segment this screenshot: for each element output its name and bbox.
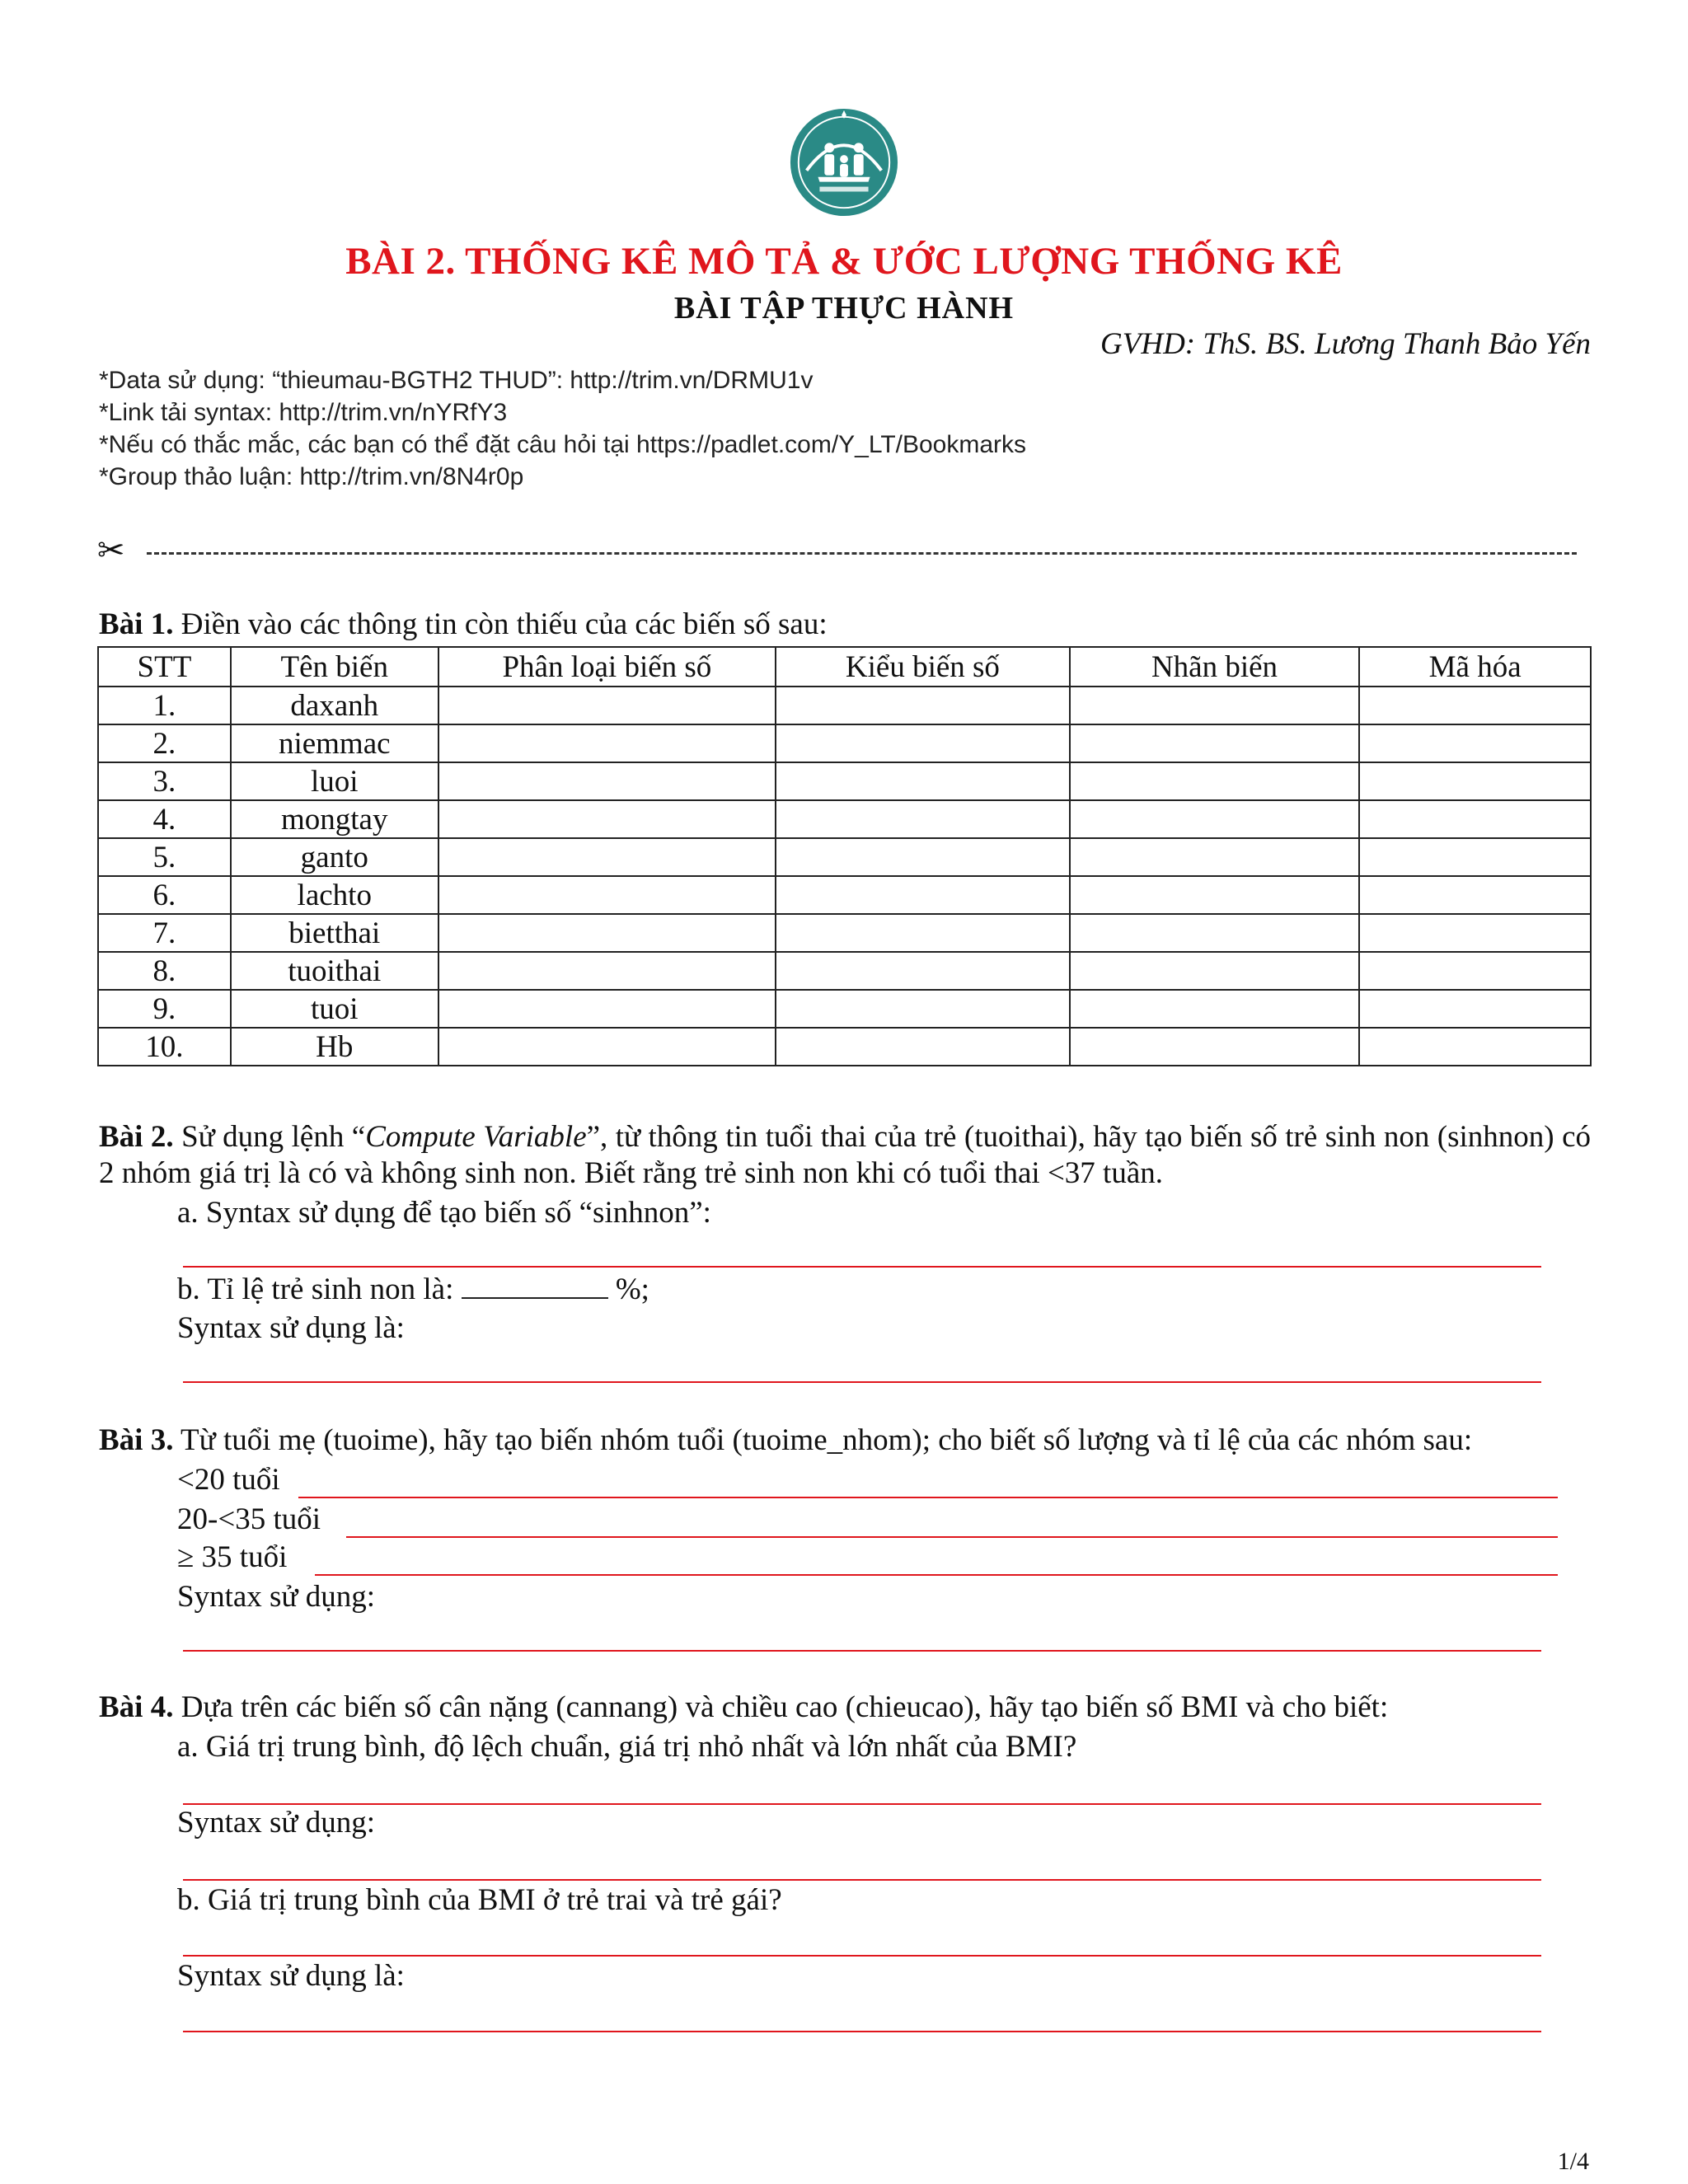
exercise-2-prompt <box>99 1119 1591 1192</box>
table-row <box>98 952 1591 990</box>
variables-table <box>97 646 1592 1066</box>
age-group-3: ≥ 35 tuổi <box>177 1540 288 1574</box>
exercise-4-prompt <box>99 1690 1591 1726</box>
answer-cell[interactable] <box>776 1028 1070 1066</box>
answer-line[interactable] <box>183 1266 1541 1268</box>
answer-cell[interactable] <box>1359 990 1591 1028</box>
answer-line[interactable] <box>315 1574 1558 1576</box>
answer-cell[interactable] <box>1359 1028 1591 1066</box>
answer-cell[interactable] <box>1070 1028 1360 1066</box>
answer-cell[interactable] <box>1359 800 1591 838</box>
variable-name: daxanh <box>231 687 438 724</box>
answer-cell[interactable] <box>438 762 776 800</box>
answer-cell[interactable] <box>1070 990 1360 1028</box>
exercise-2-label: Bài 2. <box>99 1120 174 1154</box>
answer-cell[interactable] <box>438 800 776 838</box>
table-row <box>98 687 1591 724</box>
exercise-4a: a. Giá trị trung bình, độ lệch chuẩn, giá trị nhỏ nhất và lớn nhất của BMI? <box>177 1730 1077 1764</box>
column-header: STT <box>98 647 231 687</box>
table-header-row <box>98 647 1591 687</box>
variable-name: mongtay <box>231 800 438 838</box>
variable-name: bietthai <box>231 914 438 952</box>
exercise-4-label: Bài 4. <box>99 1690 174 1724</box>
dashed-divider <box>147 552 1577 555</box>
exercise-3-label: Bài 3. <box>99 1423 174 1457</box>
exercise-2-text-cont: ”, từ thông tin tuổi thai của trẻ (tuoithai), hãy tạo biến số trẻ sinh non (sinhnon) có 2 nhóm giá trị là có và không sinh non. Biết rằng trẻ sinh non khi có tuổi thai <37 tuần. <box>99 1120 1591 1190</box>
answer-cell[interactable] <box>1359 687 1591 724</box>
answer-cell[interactable] <box>1070 914 1360 952</box>
row-number: 8. <box>98 952 231 990</box>
table-row <box>98 762 1591 800</box>
page-number: 1/4 <box>1557 2148 1589 2175</box>
answer-cell[interactable] <box>776 724 1070 762</box>
row-number: 3. <box>98 762 231 800</box>
exercise-3-prompt <box>99 1422 1591 1459</box>
answer-cell[interactable] <box>776 838 1070 876</box>
answer-line[interactable] <box>183 1955 1541 1957</box>
variable-name: tuoi <box>231 990 438 1028</box>
answer-cell[interactable] <box>1070 952 1360 990</box>
answer-cell[interactable] <box>1359 762 1591 800</box>
answer-cell[interactable] <box>438 914 776 952</box>
answer-line[interactable] <box>346 1536 1558 1538</box>
answer-cell[interactable] <box>776 914 1070 952</box>
notes-block <box>99 364 1026 493</box>
table-row <box>98 990 1591 1028</box>
answer-line[interactable] <box>183 2031 1541 2032</box>
exercise-2a: a. Syntax sử dụng để tạo biến số “sinhnon”: <box>177 1196 711 1230</box>
column-header: Nhãn biến <box>1070 647 1360 687</box>
scissors-icon: ✂ <box>97 532 125 569</box>
exercise-1-label: Bài 1. <box>99 607 174 641</box>
table-row <box>98 1028 1591 1066</box>
note-questions: *Nếu có thắc mắc, các bạn có thể đặt câu hỏi tại https://padlet.com/Y_LT/Bookmarks <box>99 431 1027 458</box>
exercise-2b-label: b. Tỉ lệ trẻ sinh non là: <box>177 1272 462 1306</box>
answer-line[interactable] <box>183 1803 1541 1805</box>
column-header: Tên biến <box>231 647 438 687</box>
document-subtitle: BÀI TẬP THỰC HÀNH <box>673 291 1015 326</box>
note-syntax-link: *Link tải syntax: http://trim.vn/nYRfY3 <box>99 399 508 426</box>
compute-variable-term: Compute Variable <box>365 1120 587 1154</box>
exercise-3-text: Từ tuổi mẹ (tuoime), hãy tạo biến nhóm tuổi (tuoime_nhom); cho biết số lượng và tỉ lệ của các nhóm sau: <box>173 1423 1473 1457</box>
age-group-1: <20 tuổi <box>177 1463 280 1497</box>
answer-cell[interactable] <box>438 687 776 724</box>
note-data: *Data sử dụng: “thieumau-BGTH2 THUD”: http://trim.vn/DRMU1v <box>99 367 814 394</box>
answer-cell[interactable] <box>776 687 1070 724</box>
answer-cell[interactable] <box>438 724 776 762</box>
answer-line[interactable] <box>183 1879 1541 1881</box>
variable-name: niemmac <box>231 724 438 762</box>
column-header: Mã hóa <box>1359 647 1591 687</box>
exercise-1-text: Điền vào các thông tin còn thiếu của các biến số sau: <box>173 607 828 641</box>
answer-cell[interactable] <box>1359 838 1591 876</box>
variable-name: Hb <box>231 1028 438 1066</box>
answer-cell[interactable] <box>1070 800 1360 838</box>
row-number: 5. <box>98 838 231 876</box>
family-logo-icon <box>787 105 901 219</box>
column-header: Kiểu biến số <box>776 647 1070 687</box>
row-number: 4. <box>98 800 231 838</box>
answer-cell[interactable] <box>438 990 776 1028</box>
instructor-name: GVHD: ThS. BS. Lương Thanh Bảo Yến <box>1100 327 1591 361</box>
answer-line[interactable] <box>183 1650 1541 1652</box>
answer-cell[interactable] <box>438 952 776 990</box>
variable-name: luoi <box>231 762 438 800</box>
row-number: 6. <box>98 876 231 914</box>
rate-blank[interactable] <box>462 1271 608 1299</box>
answer-cell[interactable] <box>438 838 776 876</box>
answer-cell[interactable] <box>776 800 1070 838</box>
exercise-2-text: Sử dụng lệnh “ <box>173 1120 366 1154</box>
answer-cell[interactable] <box>438 1028 776 1066</box>
exercise-4a-syntax-label: Syntax sử dụng: <box>177 1806 376 1840</box>
exercise-4-text: Dựa trên các biến số cân nặng (cannang) và chiều cao (chieucao), hãy tạo biến số BMI và cho biết: <box>173 1690 1389 1724</box>
answer-cell[interactable] <box>1359 724 1591 762</box>
answer-line[interactable] <box>183 1381 1541 1383</box>
row-number: 10. <box>98 1028 231 1066</box>
answer-cell[interactable] <box>1359 952 1591 990</box>
answer-cell[interactable] <box>1070 762 1360 800</box>
exercise-4b-syntax-label: Syntax sử dụng là: <box>177 1959 405 1993</box>
answer-cell[interactable] <box>438 876 776 914</box>
cut-line <box>97 534 1577 567</box>
answer-cell[interactable] <box>776 990 1070 1028</box>
variable-name: tuoithai <box>231 952 438 990</box>
note-group: *Group thảo luận: http://trim.vn/8N4r0p <box>99 463 524 490</box>
table-row <box>98 838 1591 876</box>
variable-name: ganto <box>231 838 438 876</box>
answer-cell[interactable] <box>1070 724 1360 762</box>
answer-cell[interactable] <box>1359 914 1591 952</box>
answer-line[interactable] <box>298 1497 1558 1498</box>
row-number: 1. <box>98 687 231 724</box>
column-header: Phân loại biến số <box>438 647 776 687</box>
percent-suffix: %; <box>607 1272 649 1306</box>
table-row <box>98 724 1591 762</box>
table-row <box>98 876 1591 914</box>
answer-cell[interactable] <box>1359 876 1591 914</box>
age-group-2: 20-<35 tuổi <box>177 1502 321 1536</box>
answer-cell[interactable] <box>776 762 1070 800</box>
table-row <box>98 800 1591 838</box>
document-title: BÀI 2. THỐNG KÊ MÔ TẢ & ƯỚC LƯỢNG THỐNG KÊ <box>345 240 1343 283</box>
exercise-1-heading <box>99 607 828 642</box>
exercise-3-syntax-label: Syntax sử dụng: <box>177 1580 376 1614</box>
row-number: 2. <box>98 724 231 762</box>
row-number: 9. <box>98 990 231 1028</box>
table-row <box>98 914 1591 952</box>
answer-cell[interactable] <box>1070 876 1360 914</box>
answer-cell[interactable] <box>1070 687 1360 724</box>
variable-name: lachto <box>231 876 438 914</box>
exercise-2-syntax-label: Syntax sử dụng là: <box>177 1311 405 1345</box>
answer-cell[interactable] <box>776 952 1070 990</box>
exercise-2b <box>177 1271 649 1307</box>
answer-cell[interactable] <box>776 876 1070 914</box>
answer-cell[interactable] <box>1070 838 1360 876</box>
exercise-4b: b. Giá trị trung bình của BMI ở trẻ trai và trẻ gái? <box>177 1883 782 1917</box>
row-number: 7. <box>98 914 231 952</box>
